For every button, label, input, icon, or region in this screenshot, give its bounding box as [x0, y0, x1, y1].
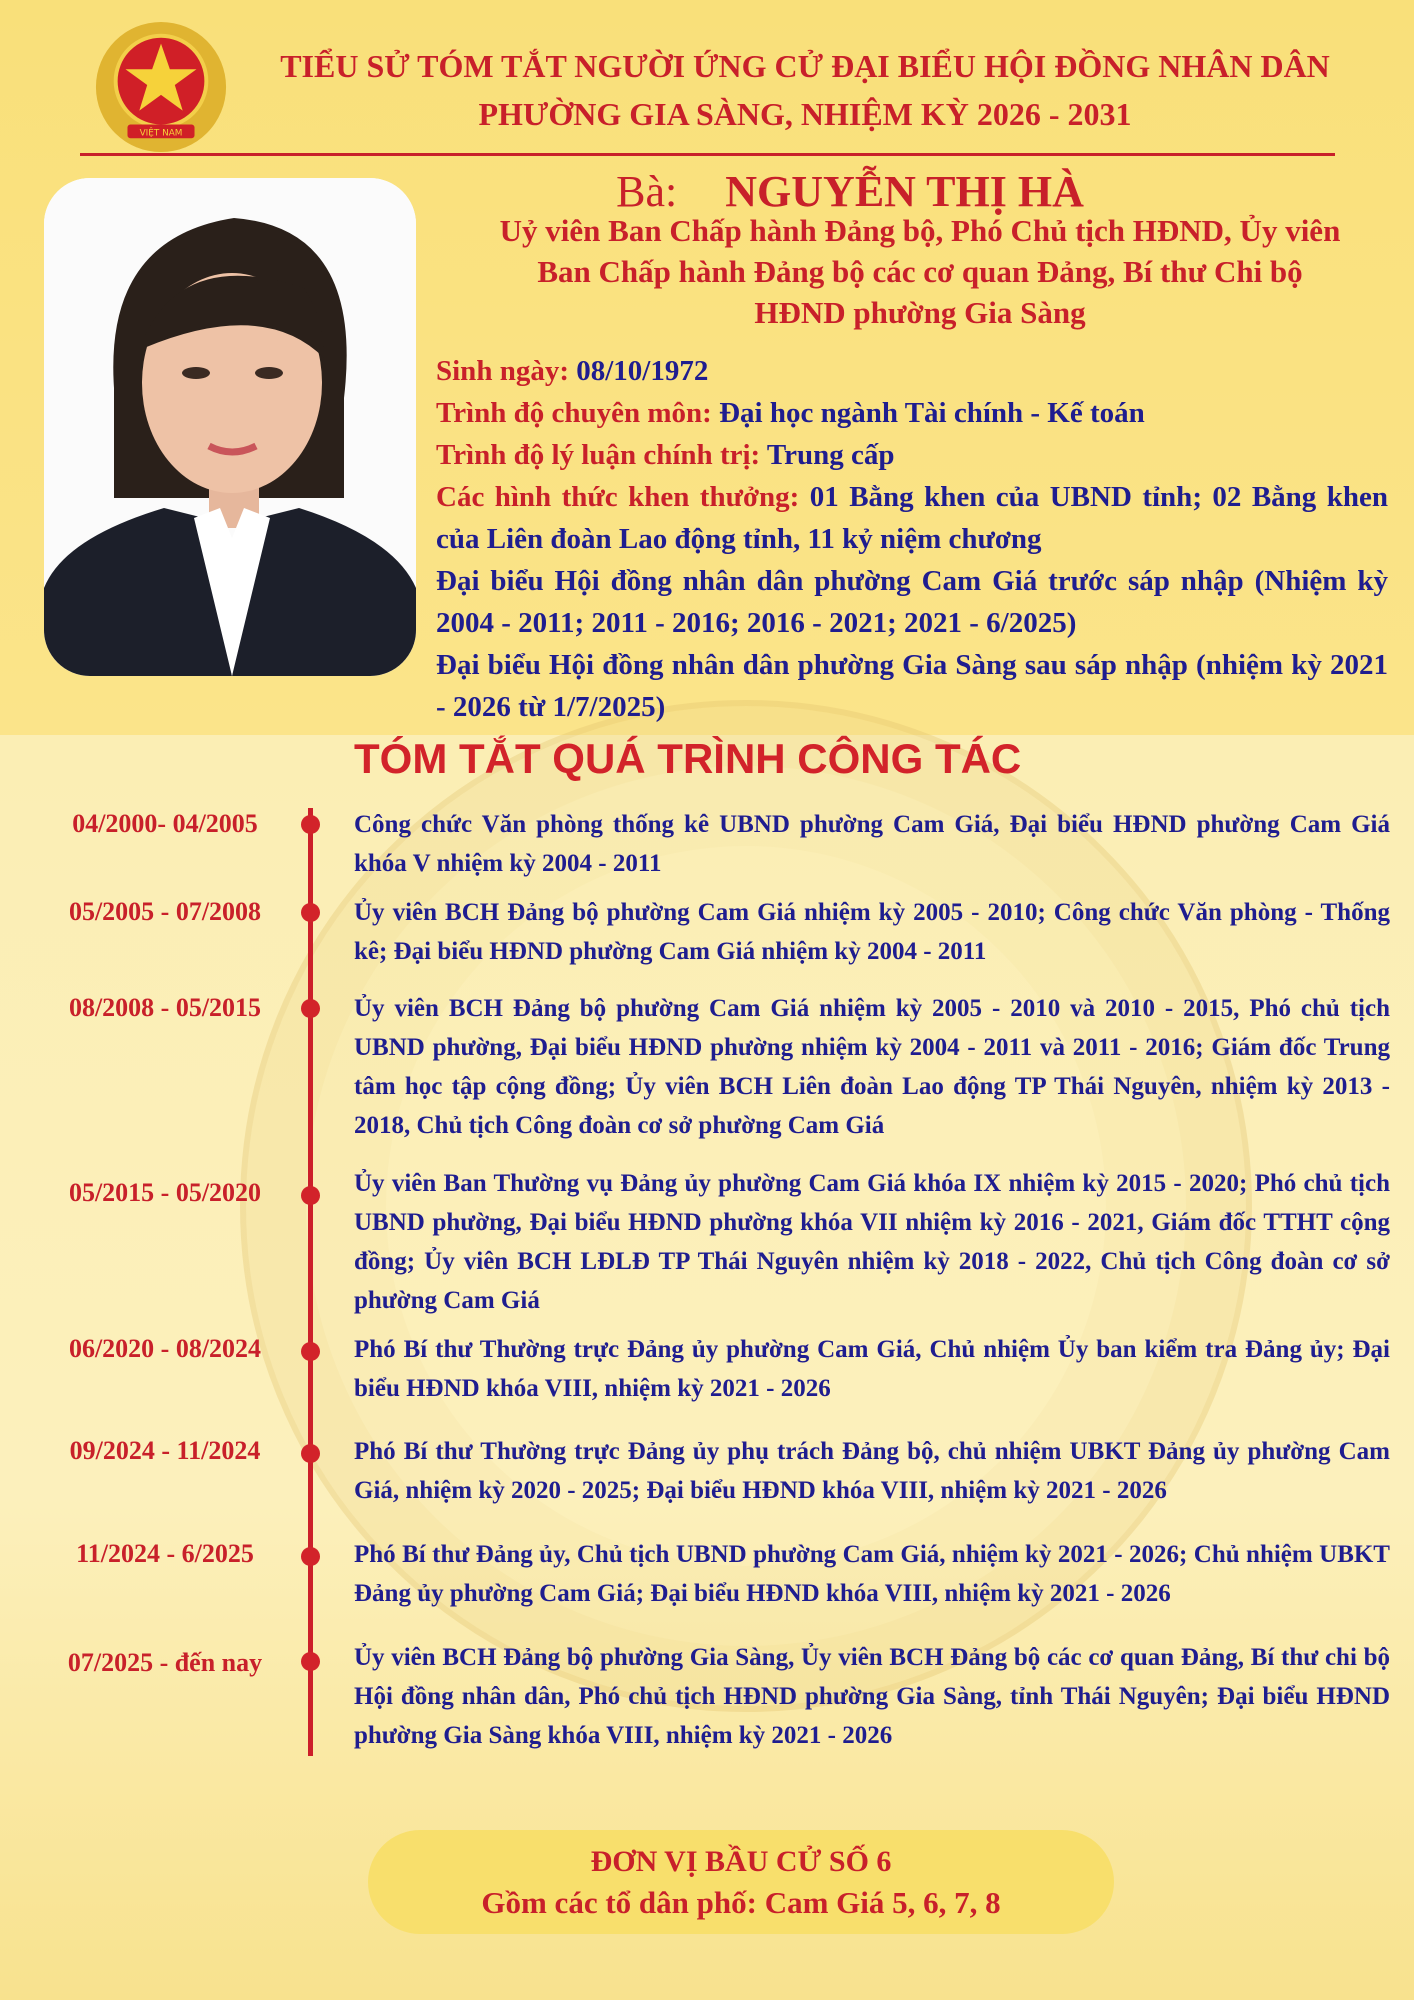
birth-value: 08/10/1972: [576, 355, 709, 387]
timeline-dot-icon: [301, 1547, 320, 1566]
timeline-text: Ủy viên BCH Đảng bộ phường Cam Giá nhiệm kỳ 2005 - 2010 và 2010 - 2015, Phó chủ tịch UBND phường, Đại biểu HĐND phường nhiệm kỳ 2004 - 2011 và 2011 - 2016; Giám đốc Trung tâm học tập cộng đồng; Ủy viên BCH Liên đoàn Lao động TP Thái Nguyên, nhiệm kỳ 2013 - 2018, Chủ tịch Công đoàn cơ sở phường Cam Giá: [354, 995, 1390, 1139]
timeline-dot-icon: [301, 1652, 320, 1671]
timeline-date: 04/2000- 04/2005: [72, 809, 258, 838]
expertise-label: Trình độ chuyên môn:: [436, 397, 712, 429]
position-line2: Ban Chấp hành Đảng bộ các cơ quan Đảng, Bí thư Chi bộ: [537, 254, 1303, 289]
header-title-line1: TIỂU SỬ TÓM TẮT NGƯỜI ỨNG CỬ ĐẠI BIỂU HỘI ĐỒNG NHÂN DÂN: [280, 48, 1330, 84]
political-label: Trình độ lý luận chính trị:: [436, 439, 761, 471]
birth-row: [436, 350, 1388, 392]
timeline-dot-icon: [301, 903, 320, 922]
delegate-before-label: Đại biểu Hội đồng nhân dân phường Cam Giá trước sáp nhập: [436, 565, 1244, 597]
expertise-value: Đại học ngành Tài chính - Kế toán: [719, 397, 1145, 429]
timeline-text: Ủy viên BCH Đảng bộ phường Cam Giá nhiệm kỳ 2005 - 2010; Công chức Văn phòng - Thống kê; Đại biểu HĐND phường Cam Giá nhiệm kỳ 2004 - 2011: [354, 899, 1390, 965]
national-emblem-icon: [92, 18, 230, 156]
timeline-date: 06/2020 - 08/2024: [68, 1334, 262, 1363]
awards-label: Các hình thức khen thưởng:: [436, 481, 800, 513]
timeline-date: 11/2024 - 6/2025: [76, 1539, 254, 1568]
candidate-prefix: Bà:: [616, 167, 678, 216]
electoral-unit-title: ĐƠN VỊ BẦU CỬ SỐ 6: [590, 1845, 892, 1878]
timeline-text: Ủy viên Ban Thường vụ Đảng ủy phường Cam Giá khóa IX nhiệm kỳ 2015 - 2020; Phó chủ tịch UBND phường, Đại biểu HĐND phường khóa VII nhiệm kỳ 2016 - 2021, Giám đốc TTHT cộng đồng; Ủy viên BCH LĐLĐ TP Thái Nguyên nhiệm kỳ 2018 - 2022, Chủ tịch Công đoàn cơ sở phường Cam Giá: [354, 1170, 1390, 1314]
timeline-dot-icon: [301, 1444, 320, 1463]
header-title-line2: PHƯỜNG GIA SÀNG, NHIỆM KỲ 2026 - 2031: [478, 96, 1132, 132]
awards-row: [436, 476, 1388, 560]
career-section-title: TÓM TẮT QUÁ TRÌNH CÔNG TÁC: [354, 735, 1022, 782]
position-line1: Uỷ viên Ban Chấp hành Đảng bộ, Phó Chủ tịch HĐND, Ủy viên: [499, 213, 1341, 248]
electoral-unit-areas: Gồm các tổ dân phố: Cam Giá 5, 6, 7, 8: [481, 1885, 1001, 1920]
candidate-photo: [44, 178, 416, 676]
timeline-dot-icon: [301, 815, 320, 834]
position-line3: HĐND phường Gia Sàng: [754, 295, 1086, 330]
electoral-unit-box: [368, 1830, 1114, 1934]
awards-value: 01 Bằng khen của UBND tỉnh; 02 Bằng khen của Liên đoàn Lao động tỉnh, 11 kỷ niệm chương: [436, 481, 1388, 555]
birth-label: Sinh ngày:: [436, 355, 569, 387]
timeline-date: 05/2005 - 07/2008: [68, 897, 262, 926]
timeline-text: Phó Bí thư Thường trực Đảng ủy phường Cam Giá, Chủ nhiệm Ủy ban kiểm tra Đảng ủy; Đại biểu HĐND khóa VIII, nhiệm kỳ 2021 - 2026: [354, 1336, 1390, 1402]
header-divider: [80, 153, 1335, 156]
timeline-text: Ủy viên BCH Đảng bộ phường Gia Sàng, Ủy viên BCH Đảng bộ các cơ quan Đảng, Bí thư chi bộ Hội đồng nhân dân, Phó chủ tịch HĐND phường Gia Sàng, tỉnh Thái Nguyên; Đại biểu HĐND phường Gia Sàng khóa VIII, nhiệm kỳ 2021 - 2026: [354, 1644, 1390, 1749]
candidate-position: [420, 210, 1414, 333]
delegate-before-value: (Nhiệm kỳ 2004 - 2011; 2011 - 2016; 2016 - 2021; 2021 - 6/2025): [436, 565, 1389, 639]
timeline-text: Phó Bí thư Thường trực Đảng ủy phụ trách Đảng bộ, chủ nhiệm UBKT Đảng ủy phường Cam Giá, nhiệm kỳ 2020 - 2025; Đại biểu HĐND khóa VIII, nhiệm kỳ 2021 - 2026: [354, 1438, 1390, 1504]
timeline-text: Công chức Văn phòng thống kê UBND phường Cam Giá, Đại biểu HĐND phường Cam Giá khóa V nhiệm kỳ 2004 - 2011: [354, 811, 1390, 877]
timeline-dot-icon: [301, 1342, 320, 1361]
emblem-text: VIỆT NAM: [139, 128, 183, 139]
political-row: [436, 434, 1388, 476]
candidate-name: NGUYỄN THỊ HÀ: [725, 167, 1084, 216]
timeline-dot-icon: [301, 999, 320, 1018]
personal-info: [436, 350, 1388, 728]
timeline-date: 08/2008 - 05/2015: [68, 993, 262, 1022]
timeline-text: Phó Bí thư Đảng ủy, Chủ tịch UBND phường Cam Giá, nhiệm kỳ 2021 - 2026; Chủ nhiệm UBKT Đảng ủy phường Cam Giá; Đại biểu HĐND khóa VIII, nhiệm kỳ 2021 - 2026: [354, 1541, 1390, 1607]
timeline-date: 09/2024 - 11/2024: [69, 1436, 261, 1465]
timeline-date: 07/2025 - đến nay: [67, 1648, 263, 1677]
delegate-after-row: [436, 644, 1388, 728]
timeline-dot-icon: [301, 1186, 320, 1205]
timeline-date: 05/2015 - 05/2020: [68, 1178, 262, 1207]
political-value: Trung cấp: [766, 439, 895, 471]
expertise-row: [436, 392, 1388, 434]
delegate-after-value: (nhiệm kỳ 2021 - 2026 từ 1/7/2025): [436, 649, 1388, 723]
delegate-after-label: Đại biểu Hội đồng nhân dân phường Gia Sàng sau sáp nhập: [436, 649, 1188, 681]
delegate-before-row: [436, 560, 1388, 644]
timeline-line: [308, 808, 313, 1756]
